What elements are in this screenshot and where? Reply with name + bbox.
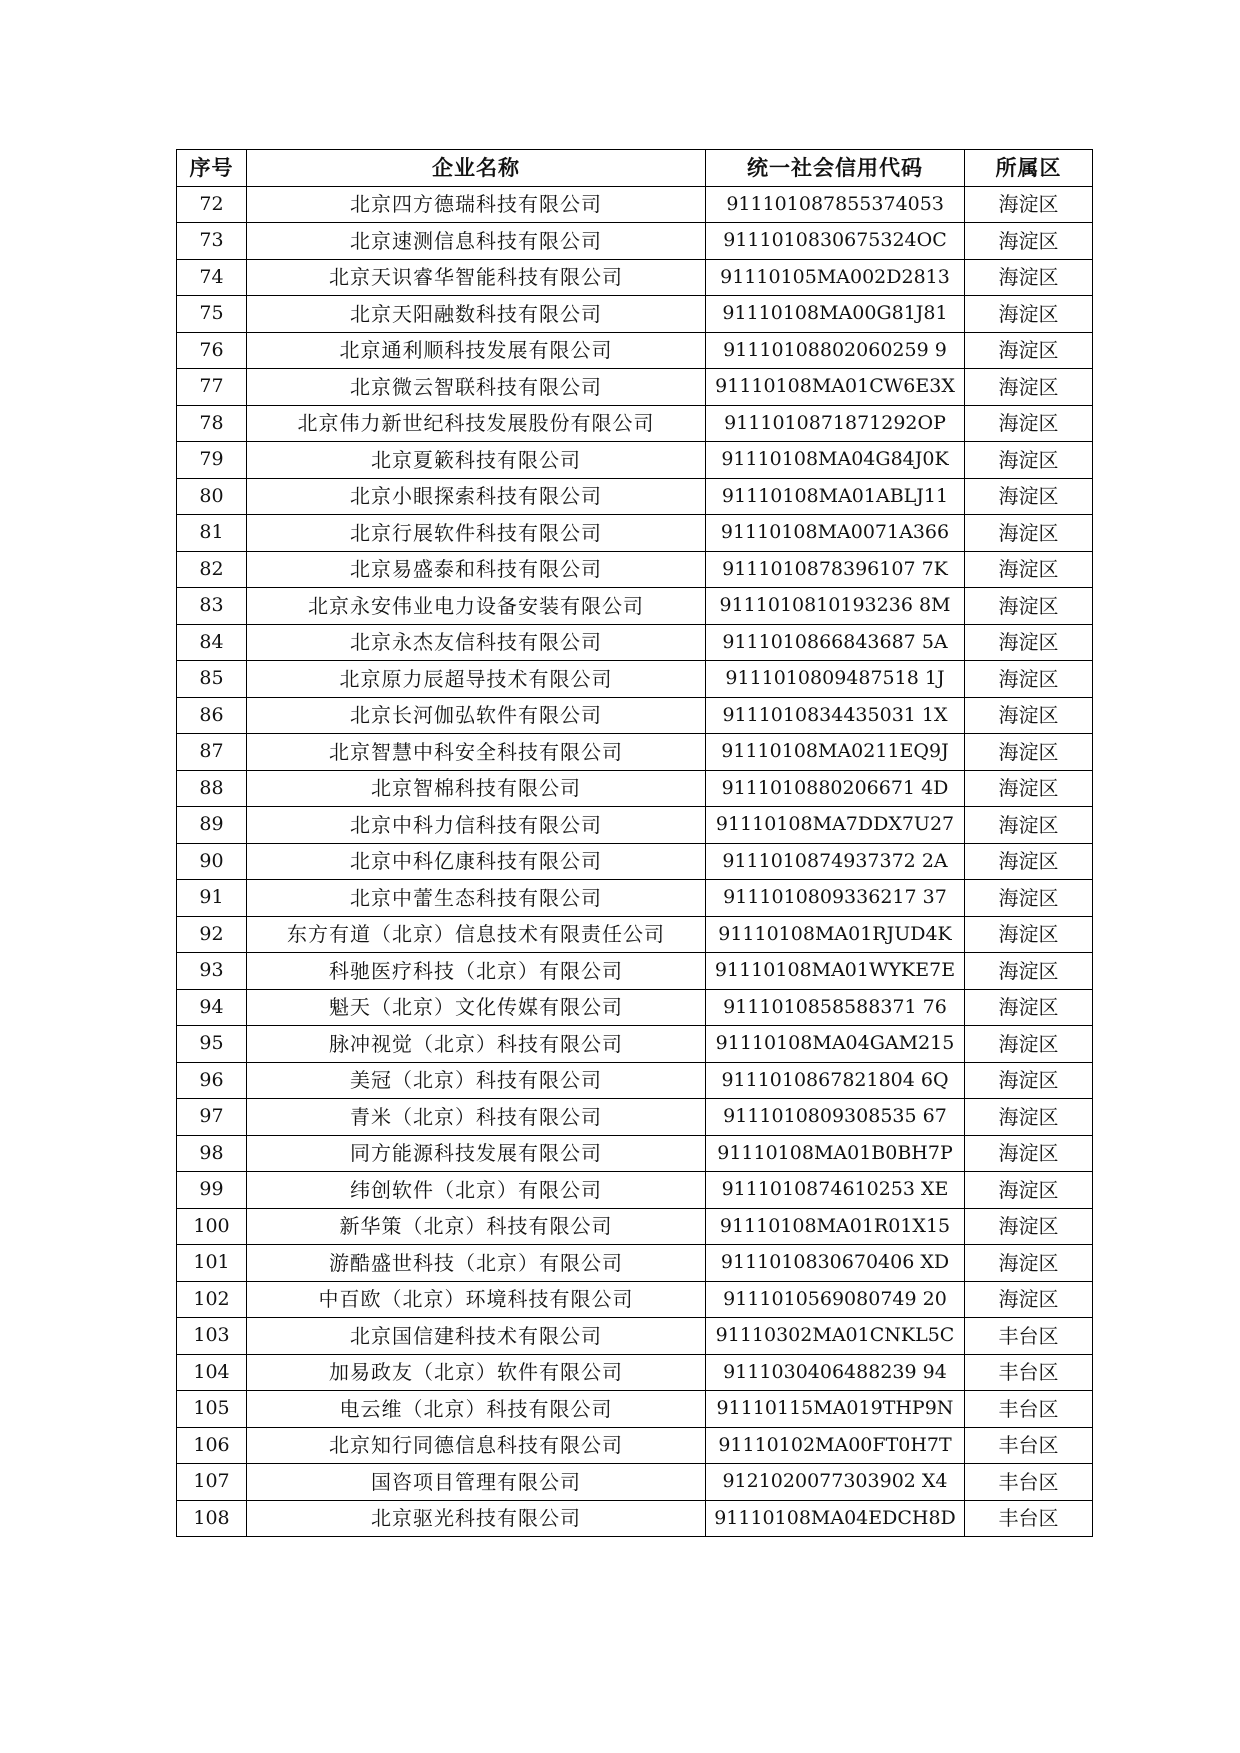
table-row <box>177 1318 1093 1355</box>
cell-company-name: 北京知行同德信息科技有限公司 <box>247 1427 706 1464</box>
cell-company-name: 北京智棉科技有限公司 <box>247 770 706 807</box>
cell-credit-code: 9111010830670406 XD <box>706 1245 965 1282</box>
cell-credit-code: 9111010874937372 2A <box>706 843 965 880</box>
cell-credit-code: 91110108MA0071A366 <box>706 515 965 552</box>
cell-credit-code: 91110105MA002D2813 <box>706 259 965 296</box>
table-row <box>177 1099 1093 1136</box>
table-row <box>177 880 1093 917</box>
cell-serial-number: 75 <box>177 296 247 333</box>
cell-credit-code: 91110302MA01CNKL5C <box>706 1318 965 1355</box>
table-row <box>177 1026 1093 1063</box>
cell-district: 海淀区 <box>965 697 1093 734</box>
table-row <box>177 1354 1093 1391</box>
cell-credit-code: 91110108785537405З <box>706 186 965 223</box>
cell-serial-number: 106 <box>177 1427 247 1464</box>
cell-company-name: 电云维（北京）科技有限公司 <box>247 1391 706 1428</box>
cell-credit-code: 9121020077303902 X4 <box>706 1464 965 1501</box>
cell-serial-number: 101 <box>177 1245 247 1282</box>
cell-district: 海淀区 <box>965 1135 1093 1172</box>
cell-credit-code: 9111010871871292OP <box>706 405 965 442</box>
cell-district: 海淀区 <box>965 770 1093 807</box>
cell-serial-number: 103 <box>177 1318 247 1355</box>
cell-serial-number: 84 <box>177 624 247 661</box>
table-row <box>177 1062 1093 1099</box>
table-row <box>177 515 1093 552</box>
table-row <box>177 807 1093 844</box>
cell-district: 海淀区 <box>965 1281 1093 1318</box>
cell-district: 海淀区 <box>965 953 1093 990</box>
table-row <box>177 661 1093 698</box>
cell-district: 丰台区 <box>965 1318 1093 1355</box>
cell-serial-number: 87 <box>177 734 247 771</box>
cell-credit-code: 9111030406488239 94 <box>706 1354 965 1391</box>
cell-company-name: 北京国信建科技术有限公司 <box>247 1318 706 1355</box>
cell-company-name: 青米（北京）科技有限公司 <box>247 1099 706 1136</box>
cell-district: 丰台区 <box>965 1464 1093 1501</box>
cell-credit-code: 91110108MA01RJUD4K <box>706 916 965 953</box>
cell-credit-code: 91110108MA01R01X15 <box>706 1208 965 1245</box>
cell-company-name: 北京小眼探索科技有限公司 <box>247 478 706 515</box>
cell-company-name: 游酷盛世科技（北京）有限公司 <box>247 1245 706 1282</box>
cell-company-name: 北京四方德瑞科技有限公司 <box>247 186 706 223</box>
cell-serial-number: 88 <box>177 770 247 807</box>
cell-district: 丰台区 <box>965 1500 1093 1537</box>
cell-company-name: 美冠（北京）科技有限公司 <box>247 1062 706 1099</box>
table-row <box>177 296 1093 333</box>
cell-district: 丰台区 <box>965 1427 1093 1464</box>
table-row <box>177 259 1093 296</box>
cell-company-name: 北京永安伟业电力设备安装有限公司 <box>247 588 706 625</box>
cell-serial-number: 83 <box>177 588 247 625</box>
cell-district: 海淀区 <box>965 442 1093 479</box>
cell-credit-code: 9111010809308535 67 <box>706 1099 965 1136</box>
cell-serial-number: 72 <box>177 186 247 223</box>
cell-serial-number: 108 <box>177 1500 247 1537</box>
cell-serial-number: 96 <box>177 1062 247 1099</box>
table-row <box>177 1245 1093 1282</box>
cell-district: 海淀区 <box>965 332 1093 369</box>
cell-company-name: 北京行展软件科技有限公司 <box>247 515 706 552</box>
cell-credit-code: 9111010830675324OC <box>706 223 965 260</box>
cell-company-name: 中百欧（北京）环境科技有限公司 <box>247 1281 706 1318</box>
cell-district: 海淀区 <box>965 259 1093 296</box>
cell-company-name: 北京永杰友信科技有限公司 <box>247 624 706 661</box>
cell-serial-number: 80 <box>177 478 247 515</box>
cell-company-name: 北京速测信息科技有限公司 <box>247 223 706 260</box>
cell-serial-number: 85 <box>177 661 247 698</box>
table-row <box>177 916 1093 953</box>
cell-company-name: 魁天（北京）文化传媒有限公司 <box>247 989 706 1026</box>
header-district: 所属区 <box>965 150 1093 187</box>
cell-district: 海淀区 <box>965 515 1093 552</box>
table-row <box>177 770 1093 807</box>
cell-district: 海淀区 <box>965 624 1093 661</box>
cell-serial-number: 89 <box>177 807 247 844</box>
table-row <box>177 186 1093 223</box>
cell-credit-code: 9111010880206671 4D <box>706 770 965 807</box>
cell-credit-code: 91110108MA01WYKE7E <box>706 953 965 990</box>
table-row <box>177 1135 1093 1172</box>
cell-serial-number: 98 <box>177 1135 247 1172</box>
cell-district: 海淀区 <box>965 1208 1093 1245</box>
table-row <box>177 1208 1093 1245</box>
header-company-name: 企业名称 <box>247 150 706 187</box>
cell-serial-number: 78 <box>177 405 247 442</box>
table-row <box>177 843 1093 880</box>
table-row <box>177 989 1093 1026</box>
cell-company-name: 北京伟力新世纪科技发展股份有限公司 <box>247 405 706 442</box>
cell-credit-code: 91110108MA7DDX7U27 <box>706 807 965 844</box>
table-row <box>177 697 1093 734</box>
cell-company-name: 北京智慧中科安全科技有限公司 <box>247 734 706 771</box>
header-serial-number: 序号 <box>177 150 247 187</box>
cell-district: 海淀区 <box>965 661 1093 698</box>
table-body <box>177 186 1093 1537</box>
cell-company-name: 同方能源科技发展有限公司 <box>247 1135 706 1172</box>
cell-company-name: 北京驱光科技有限公司 <box>247 1500 706 1537</box>
table-row <box>177 405 1093 442</box>
cell-serial-number: 86 <box>177 697 247 734</box>
cell-company-name: 东方有道（北京）信息技术有限责任公司 <box>247 916 706 953</box>
cell-district: 海淀区 <box>965 223 1093 260</box>
table-row <box>177 624 1093 661</box>
cell-company-name: 北京中科亿康科技有限公司 <box>247 843 706 880</box>
cell-credit-code: 91110102MA00FT0H7T <box>706 1427 965 1464</box>
cell-company-name: 科驰医疗科技（北京）有限公司 <box>247 953 706 990</box>
cell-serial-number: 90 <box>177 843 247 880</box>
cell-company-name: 北京通利顺科技发展有限公司 <box>247 332 706 369</box>
cell-company-name: 北京易盛泰和科技有限公司 <box>247 551 706 588</box>
cell-district: 海淀区 <box>965 369 1093 406</box>
table-row <box>177 1391 1093 1428</box>
table-row <box>177 588 1093 625</box>
cell-serial-number: 105 <box>177 1391 247 1428</box>
table-row <box>177 478 1093 515</box>
cell-credit-code: 91110108MA04EDCH8D <box>706 1500 965 1537</box>
cell-credit-code: 9111010878396107 7K <box>706 551 965 588</box>
cell-credit-code: 91110108MA04GAM215 <box>706 1026 965 1063</box>
cell-district: 海淀区 <box>965 843 1093 880</box>
cell-district: 海淀区 <box>965 1026 1093 1063</box>
cell-credit-code: 9111010809336217 37 <box>706 880 965 917</box>
table-row <box>177 1500 1093 1537</box>
cell-credit-code: 91110108MA04G84J0K <box>706 442 965 479</box>
cell-district: 海淀区 <box>965 1245 1093 1282</box>
cell-company-name: 国咨项目管理有限公司 <box>247 1464 706 1501</box>
table-row <box>177 1464 1093 1501</box>
table-row <box>177 369 1093 406</box>
table-header-row <box>177 150 1093 187</box>
cell-serial-number: 91 <box>177 880 247 917</box>
cell-serial-number: 92 <box>177 916 247 953</box>
company-list-table <box>176 149 1093 1537</box>
cell-serial-number: 74 <box>177 259 247 296</box>
cell-credit-code: 9111010569080749 20 <box>706 1281 965 1318</box>
cell-credit-code: 91110115MA019THP9N <box>706 1391 965 1428</box>
cell-credit-code: 91110108MA0211EQ9J <box>706 734 965 771</box>
cell-serial-number: 100 <box>177 1208 247 1245</box>
cell-district: 海淀区 <box>965 880 1093 917</box>
cell-serial-number: 81 <box>177 515 247 552</box>
cell-company-name: 北京夏簌科技有限公司 <box>247 442 706 479</box>
cell-company-name: 北京天阳融数科技有限公司 <box>247 296 706 333</box>
cell-credit-code: 9111010866843687 5A <box>706 624 965 661</box>
cell-district: 海淀区 <box>965 807 1093 844</box>
cell-serial-number: 99 <box>177 1172 247 1209</box>
cell-company-name: 加易政友（北京）软件有限公司 <box>247 1354 706 1391</box>
cell-credit-code: 91110108MA00G81J81 <box>706 296 965 333</box>
table-row <box>177 442 1093 479</box>
cell-credit-code: 9111010834435031 1X <box>706 697 965 734</box>
cell-company-name: 脉冲视觉（北京）科技有限公司 <box>247 1026 706 1063</box>
table-row <box>177 734 1093 771</box>
table-row <box>177 223 1093 260</box>
cell-district: 海淀区 <box>965 186 1093 223</box>
cell-serial-number: 73 <box>177 223 247 260</box>
cell-company-name: 北京中蕾生态科技有限公司 <box>247 880 706 917</box>
cell-district: 海淀区 <box>965 989 1093 1026</box>
cell-district: 海淀区 <box>965 296 1093 333</box>
cell-company-name: 北京天识睿华智能科技有限公司 <box>247 259 706 296</box>
cell-serial-number: 76 <box>177 332 247 369</box>
cell-credit-code: 91110108MA01CW6E3X <box>706 369 965 406</box>
cell-district: 海淀区 <box>965 1099 1093 1136</box>
table-row <box>177 1281 1093 1318</box>
cell-district: 海淀区 <box>965 1062 1093 1099</box>
cell-serial-number: 93 <box>177 953 247 990</box>
cell-serial-number: 82 <box>177 551 247 588</box>
cell-district: 丰台区 <box>965 1354 1093 1391</box>
cell-serial-number: 107 <box>177 1464 247 1501</box>
cell-district: 海淀区 <box>965 478 1093 515</box>
cell-credit-code: 9111010874610253 XE <box>706 1172 965 1209</box>
table-row <box>177 332 1093 369</box>
cell-district: 海淀区 <box>965 405 1093 442</box>
cell-credit-code: 9111010858588371 76 <box>706 989 965 1026</box>
cell-credit-code: 9111010809487518 1J <box>706 661 965 698</box>
cell-credit-code: 91110108MA01ABLJ11 <box>706 478 965 515</box>
cell-company-name: 北京长河伽弘软件有限公司 <box>247 697 706 734</box>
cell-company-name: 北京中科力信科技有限公司 <box>247 807 706 844</box>
cell-district: 海淀区 <box>965 1172 1093 1209</box>
cell-district: 海淀区 <box>965 734 1093 771</box>
table-row <box>177 1172 1093 1209</box>
cell-company-name: 新华策（北京）科技有限公司 <box>247 1208 706 1245</box>
cell-company-name: 北京原力辰超导技术有限公司 <box>247 661 706 698</box>
cell-company-name: 纬创软件（北京）有限公司 <box>247 1172 706 1209</box>
header-credit-code: 统一社会信用代码 <box>706 150 965 187</box>
cell-credit-code: 91110108802060259 9 <box>706 332 965 369</box>
cell-district: 海淀区 <box>965 916 1093 953</box>
cell-district: 海淀区 <box>965 551 1093 588</box>
table-row <box>177 953 1093 990</box>
cell-credit-code: 91110108MA01B0BH7P <box>706 1135 965 1172</box>
table-row <box>177 1427 1093 1464</box>
cell-serial-number: 97 <box>177 1099 247 1136</box>
cell-serial-number: 77 <box>177 369 247 406</box>
cell-serial-number: 94 <box>177 989 247 1026</box>
cell-serial-number: 104 <box>177 1354 247 1391</box>
cell-serial-number: 102 <box>177 1281 247 1318</box>
cell-serial-number: 95 <box>177 1026 247 1063</box>
cell-company-name: 北京微云智联科技有限公司 <box>247 369 706 406</box>
cell-district: 丰台区 <box>965 1391 1093 1428</box>
cell-credit-code: 9111010867821804 6Q <box>706 1062 965 1099</box>
table-row <box>177 551 1093 588</box>
cell-district: 海淀区 <box>965 588 1093 625</box>
cell-credit-code: 9111010810193236 8M <box>706 588 965 625</box>
cell-serial-number: 79 <box>177 442 247 479</box>
